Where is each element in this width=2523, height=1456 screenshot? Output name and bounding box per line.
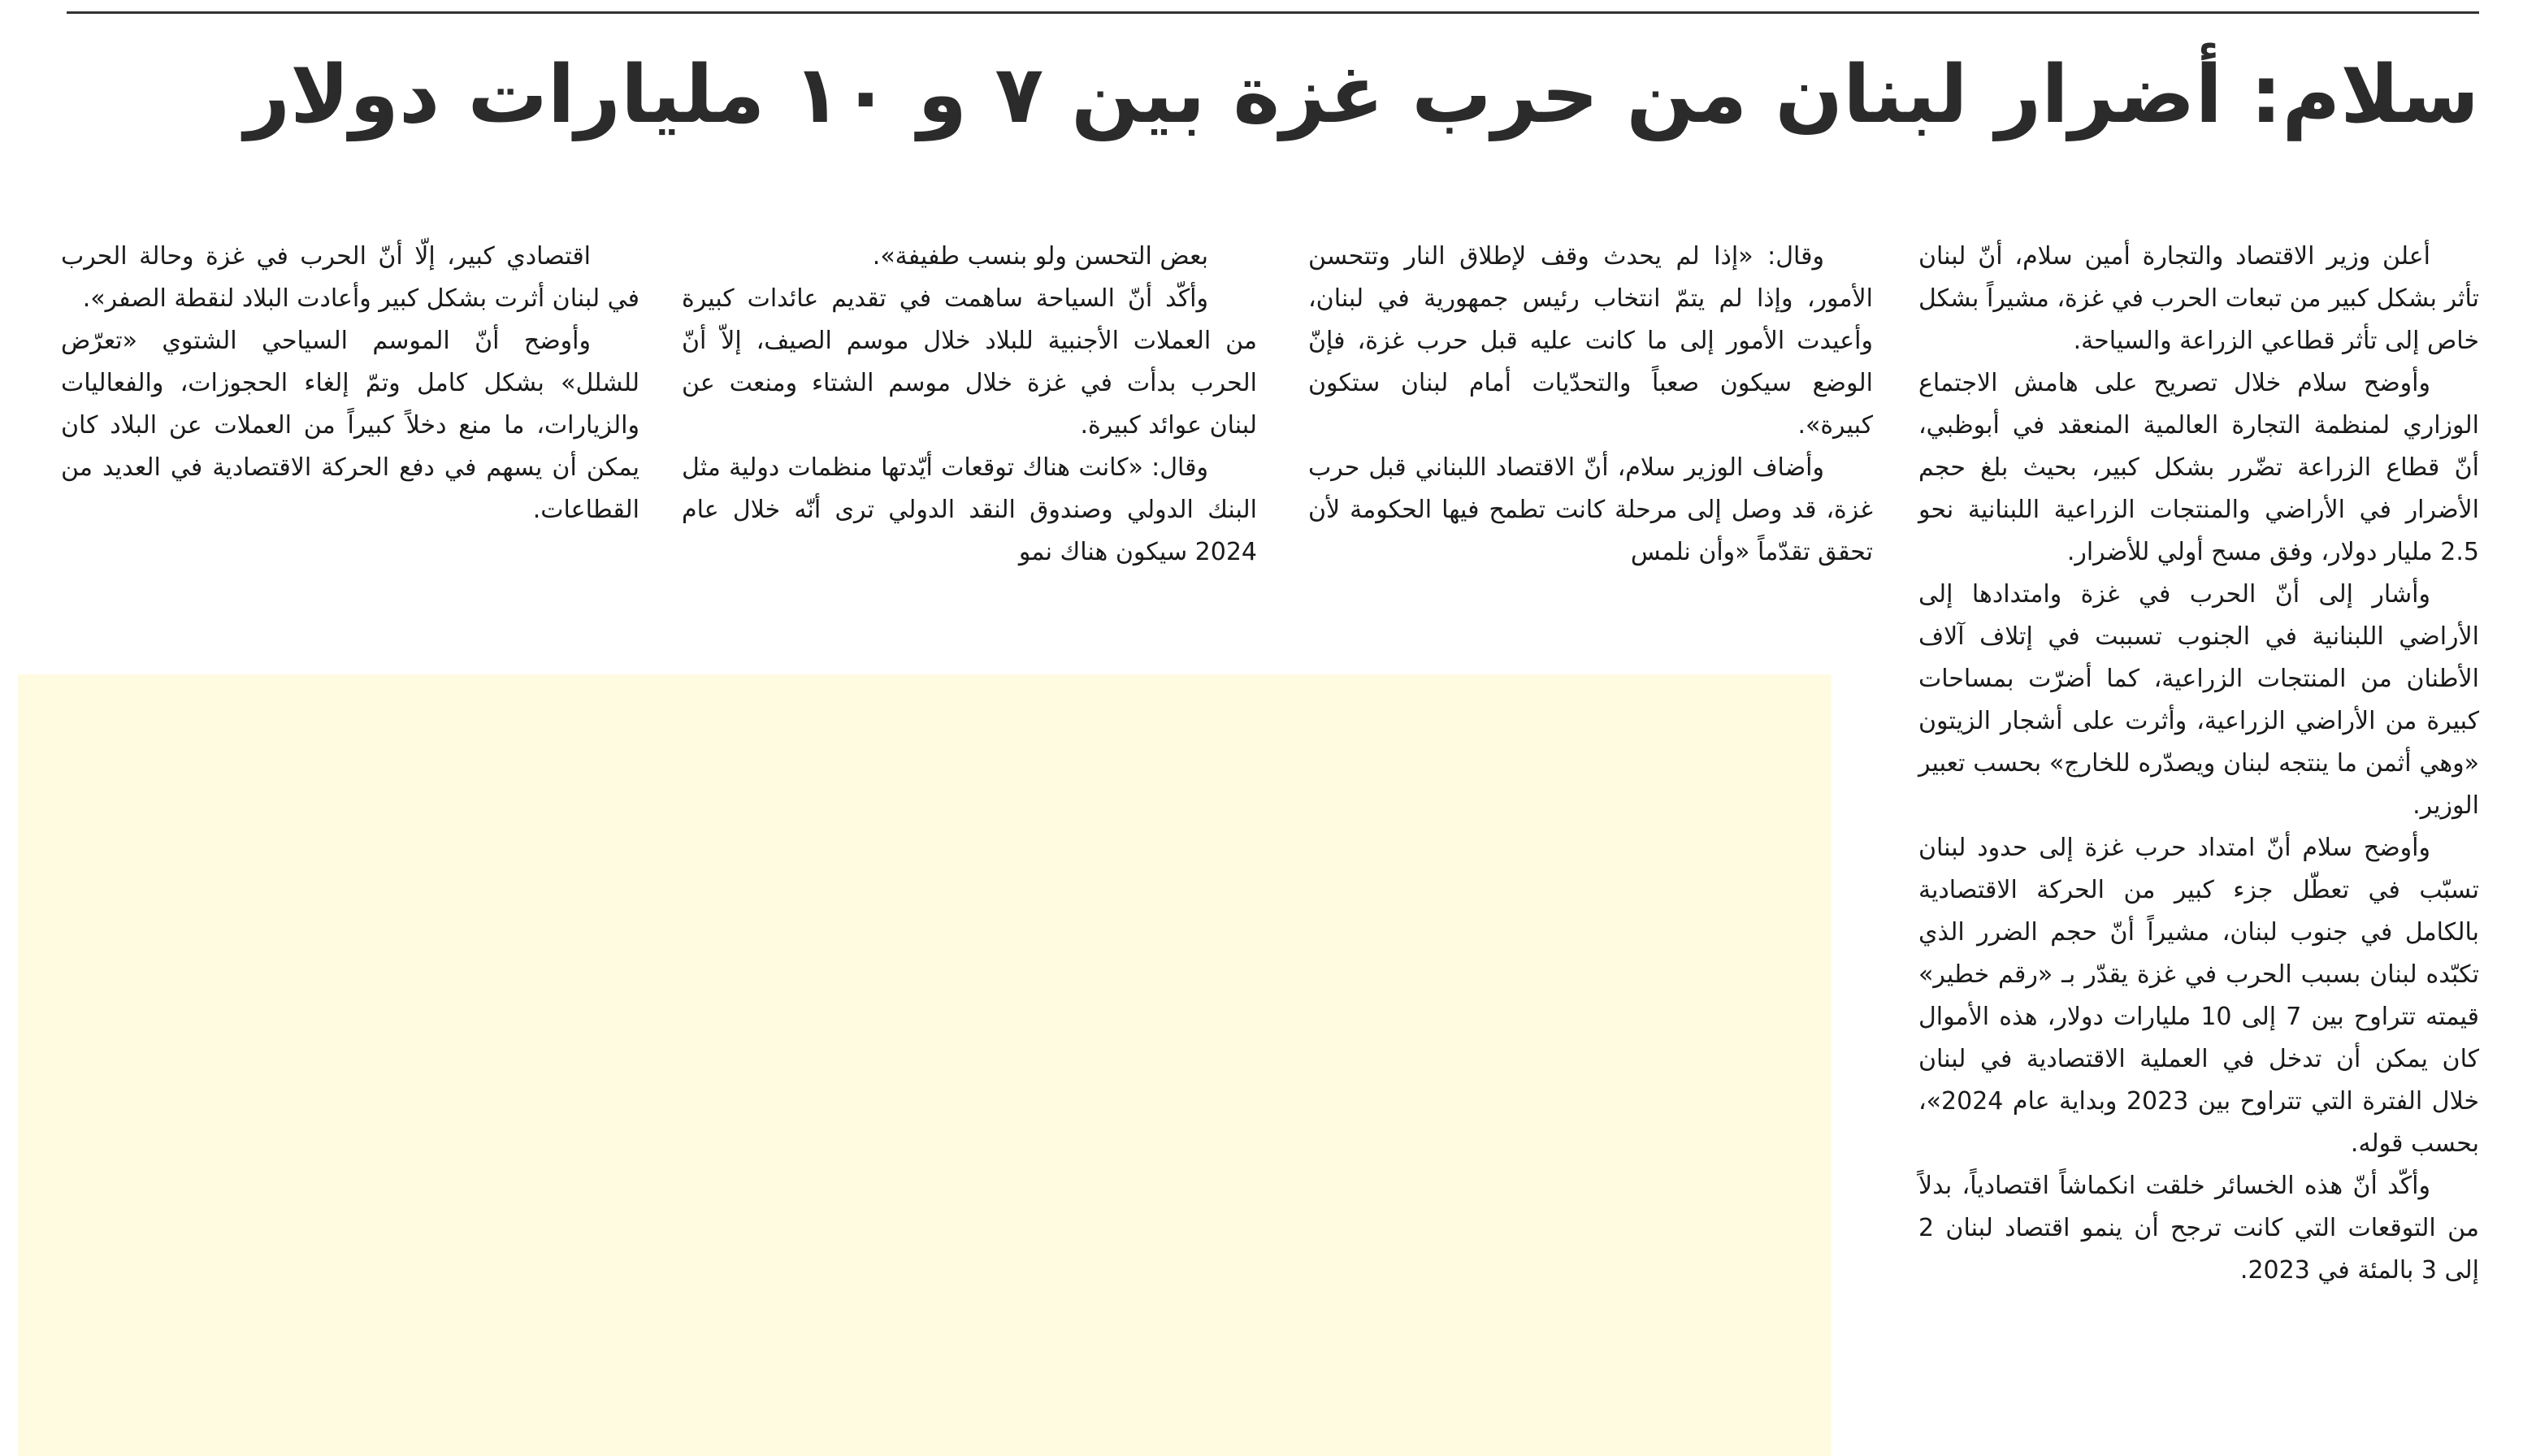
paragraph: وأكّد أنّ السياحة ساهمت في تقديم عائدات كبيرة من العملات الأجنبية للبلاد خلال موسم الصيف، إلاّ أنّ الحرب بدأت في غزة خلال موسم الشتاء ومنعت عن لبنان عوائد كبيرة. (682, 284, 1257, 440)
paragraph: وأضاف الوزير سلام، أنّ الاقتصاد اللبناني قبل حرب غزة، قد وصل إلى مرحلة كانت تطمح فيها الحكومة لأن تحقق تقدّماً «وأن نلمس (1308, 453, 1873, 566)
article-column-3 (682, 236, 1257, 574)
paragraph: وأوضح سلام أنّ امتداد حرب غزة إلى حدود لبنان تسبّب في تعطّل جزء كبير من الحركة الاقتصادية بالكامل في جنوب لبنان، مشيراً أنّ حجم الضرر الذي تكبّده لبنان بسبب الحرب في غزة يقدّر بـ «رقم خطير» قيمته تتراوح بين 7 إلى 10 مليارات دولار، هذه الأموال كان يمكن أن تدخل في العملية الاقتصادية في لبنان خلال الفترة التي تتراوح بين 2023 وبداية عام 2024»، بحسب قوله. (1918, 834, 2480, 1158)
article-column-4 (61, 236, 639, 531)
paragraph: وأكّد أنّ هذه الخسائر خلقت انكماشاً اقتصادياً، بدلاً من التوقعات التي كانت ترجح أن ينمو اقتصاد لبنان 2 إلى 3 بالمئة في 2023. (1918, 1172, 2479, 1285)
paragraph: اقتصادي كبير، إلّا أنّ الحرب في غزة وحالة الحرب في لبنان أثرت بشكل كبير وأعادت البلاد لنقطة الصفر». (61, 242, 639, 313)
paragraph: بعض التحسن ولو بنسب طفيفة». (872, 242, 1208, 271)
paragraph: وأوضح أنّ الموسم السياحي الشتوي «تعرّض للشلل» بشكل كامل وتمّ إلغاء الحجوزات، والفعاليات والزيارات، ما منع دخلاً كبيراً من العملات عن البلاد كان يمكن أن يسهم في دفع الحركة الاقتصادية في العديد من القطاعات. (61, 327, 639, 524)
paragraph: وأوضح سلام خلال تصريح على هامش الاجتماع الوزاري لمنظمة التجارة العالمية المنعقد في أبوظبي، أنّ قطاع الزراعة تضّرر بشكل كبير، بحيث بلغ حجم الأضرار في الأراضي والمنتجات الزراعية اللبنانية نحو 2.5 مليار دولار، وفق مسح أولي للأضرار. (1918, 369, 2479, 566)
article-column-2 (1308, 236, 1873, 574)
blank-advert-area (18, 674, 1832, 1456)
paragraph: وقال: «كانت هناك توقعات أيّدتها منظمات دولية مثل البنك الدولي وصندوق النقد الدولي ترى أنّه خلال عام 2024 سيكون هناك نمو (682, 453, 1257, 566)
paragraph: وأشار إلى أنّ الحرب في غزة وامتدادها إلى الأراضي اللبنانية في الجنوب تسببت في إتلاف آلاف الأطنان من المنتجات الزراعية، كما أضرّت بمساحات كبيرة من الأراضي الزراعية، وأثرت على أشجار الزيتون «وهي أثمن ما ينتجه لبنان ويصدّره للخارج» بحسب تعبير الوزير. (1918, 580, 2479, 820)
article-headline: سلام: أضرار لبنان من حرب غزة بين ٧ و ١٠ مليارات دولار (244, 49, 2479, 141)
paragraph: وقال: «إذا لم يحدث وقف لإطلاق النار وتتحسن الأمور، وإذا لم يتمّ انتخاب رئيس جمهورية في لبنان، وأعيدت الأمور إلى ما كانت عليه قبل حرب غزة، فإنّ الوضع سيكون صعباً والتحدّيات أمام لبنان ستكون كبيرة». (1308, 242, 1873, 440)
top-rule (67, 11, 2479, 14)
paragraph: أعلن وزير الاقتصاد والتجارة أمين سلام، أنّ لبنان تأثر بشكل كبير من تبعات الحرب في غزة، مشيراً بشكل خاص إلى تأثر قطاعي الزراعة والسياحة. (1918, 242, 2479, 355)
article-column-1 (1918, 236, 2479, 1292)
